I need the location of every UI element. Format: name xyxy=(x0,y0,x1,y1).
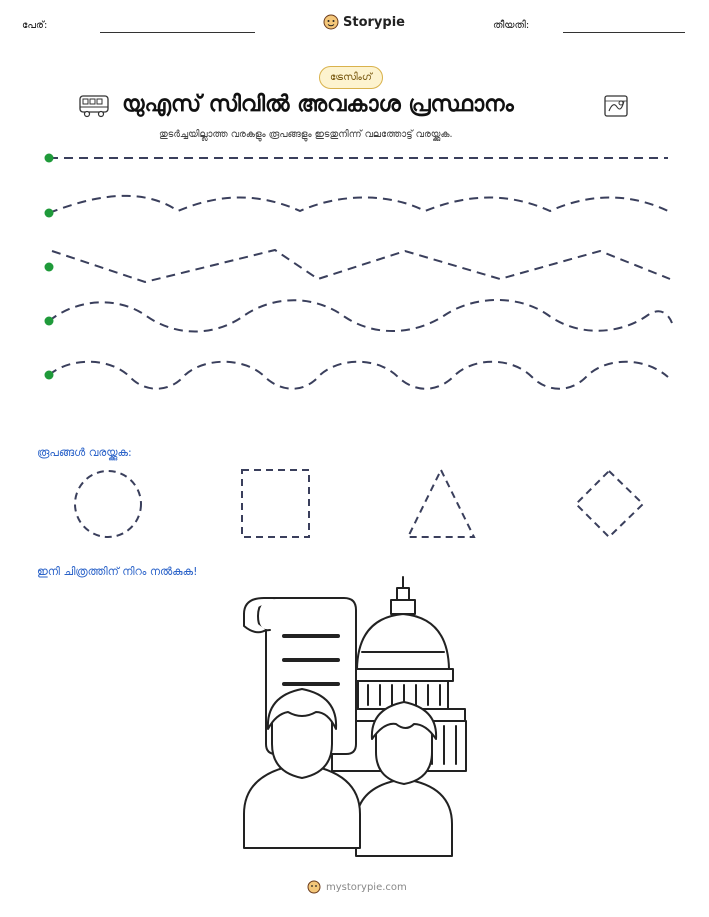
footer xyxy=(307,880,407,894)
shape-diamond xyxy=(576,471,643,537)
tracing-line-zigzag xyxy=(52,250,670,282)
color-heading: ഇനി ചിത്രത്തിന് നിറം നൽകുക! xyxy=(37,565,198,578)
date-label: തീയതി: xyxy=(493,20,530,31)
map-icon xyxy=(603,93,629,123)
page-title: യുഎസ് സിവിൽ അവകാശ പ്രസ്ഥാനം xyxy=(122,92,514,117)
tracing-badge: ട്രേസിംഗ് xyxy=(319,66,383,89)
storypie-logo-icon xyxy=(323,14,339,30)
start-dot xyxy=(45,209,54,218)
name-label: പേര്: xyxy=(22,20,48,31)
name-field[interactable] xyxy=(100,32,255,33)
tracing-line-wave xyxy=(49,300,672,332)
date-field[interactable] xyxy=(563,32,685,33)
footer-url[interactable]: mystorypie.com xyxy=(326,881,407,893)
tracing-line-bumpy-wave xyxy=(49,362,668,389)
start-dot xyxy=(45,154,54,163)
shape-square xyxy=(242,470,309,537)
instruction-text: തുടർച്ചയില്ലാത്ത വരകളും രൂപങ്ങളും ഇടതുനിന്ന് വലത്തോട്ട് വരയ്ക്കുക. xyxy=(159,129,453,140)
tracing-lines xyxy=(0,145,709,395)
start-dot xyxy=(45,317,54,326)
brand xyxy=(323,14,405,30)
storypie-logo-icon xyxy=(307,880,321,894)
bus-icon xyxy=(78,94,110,122)
start-dot xyxy=(45,371,54,380)
shape-triangle xyxy=(408,470,474,537)
tracing-shapes xyxy=(0,460,709,550)
start-dot xyxy=(45,263,54,272)
tracing-line-gentle-wave xyxy=(49,196,668,213)
shapes-heading: രൂപങ്ങൾ വരയ്ക്കുക: xyxy=(37,446,132,459)
shape-circle xyxy=(75,471,141,537)
brand-name: Storypie xyxy=(343,14,405,30)
document-capitol-people-illustration xyxy=(236,574,472,859)
